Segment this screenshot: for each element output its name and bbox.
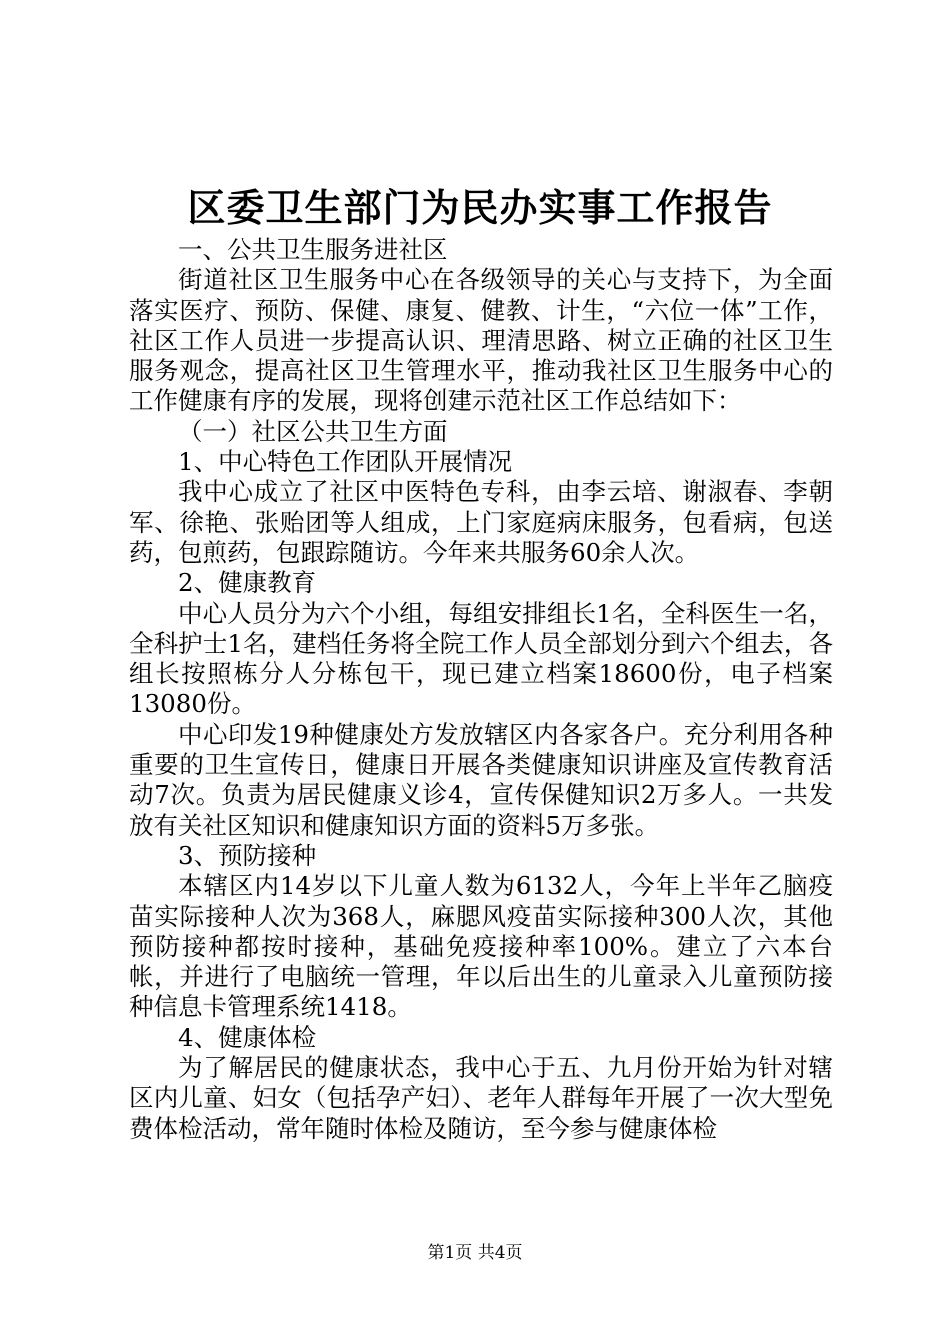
document-title: 区委卫生部门为民办实事工作报告 <box>187 185 773 230</box>
item-heading: 1、中心特色工作团队开展情况 <box>178 447 513 477</box>
paragraph: 中心人员分为六个小组，每组安排组长1名，全科医生一名，全科护士1名，建档任务将全院工作人员全部划分到六个组去，各组长按照栋分人分栋包干，现已建立档案18600份，电子档案13080份。 <box>129 598 833 719</box>
paragraph: 为了解居民的健康状态，我中心于五、九月份开始为针对辖区内儿童、妇女（包括孕产妇）、老年人群每年开展了一次大型免费体检活动，常年随时体检及随访，至今参与健康体检 <box>129 1053 833 1143</box>
item-heading: 4、健康体检 <box>178 1022 317 1052</box>
paragraph: 本辖区内14岁以下儿童人数为6132人，今年上半年乙脑疫苗实际接种人次为368人，麻腮风疫苗实际接种300人次，其他预防接种都按时接种，基础免疫接种率100%。建立了六本台帐，并进行了电脑统一管理，年以后出生的儿童录入儿童预防接种信息卡管理系统1418。 <box>129 871 833 1022</box>
paragraph: 街道社区卫生服务中心在各级领导的关心与支持下，为全面落实医疗、预防、保健、康复、健教、计生，“六位一体”工作，社区工作人员进一步提高认识、理清思路、树立正确的社区卫生服务观念，提高社区卫生管理水平，推动我社区卫生服务中心的工作健康有序的发展，现将创建示范社区工作总结如下： <box>129 265 833 416</box>
paragraph: 中心印发19种健康处方发放辖区内各家各户。充分利用各种重要的卫生宣传日，健康日开展各类健康知识讲座及宣传教育活动7次。负责为居民健康义诊4，宣传保健知识2万多人。一共发放有关社区知识和健康知识方面的资料5万多张。 <box>129 719 833 840</box>
paragraph: 我中心成立了社区中医特色专科，由李云培、谢淑春、李朝军、徐艳、张贻团等人组成，上门家庭病床服务，包看病，包送药，包煎药，包跟踪随访。今年来共服务60余人次。 <box>129 477 833 567</box>
page-footer: 第1页 共4页 <box>427 1243 523 1263</box>
item-heading: 2、健康教育 <box>178 568 317 598</box>
item-heading: 3、预防接种 <box>178 840 317 870</box>
document-body <box>129 235 833 1144</box>
section-heading: 一、公共卫生服务进社区 <box>178 235 448 264</box>
subsection-heading: （一）社区公共卫生方面 <box>178 416 448 446</box>
